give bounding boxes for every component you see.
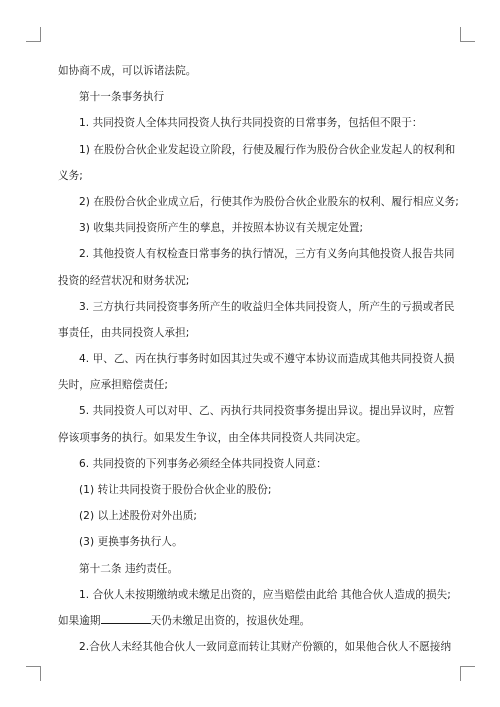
document-line: (3) 更换事务执行人。	[79, 536, 183, 549]
crop-mark-top-left	[26, 27, 41, 42]
document-line: 事责任，由共同投资人承担;	[58, 326, 190, 339]
fill-in-blank[interactable]	[101, 614, 151, 624]
document-line: 1. 合伙人未按期缴纳或未缴足出资的，应当赔偿由此给 其他合伙人造成的损失;	[79, 588, 451, 601]
overdue-clause-prefix: 如果逾期	[58, 614, 101, 627]
document-line: 2. 其他投资人有权检查日常事务的执行情况，三方有义务向其他投资人报告共同	[79, 248, 455, 261]
crop-mark-bottom-left	[26, 666, 41, 681]
document-line: 义务;	[58, 169, 83, 182]
document-line: 3) 收集共同投资所产生的孳息，并按照本协议有关规定处置;	[79, 222, 364, 235]
document-lines	[58, 58, 459, 608]
document-line: (2) 以上述股份对外出质;	[79, 510, 197, 523]
crop-mark-top-right	[460, 27, 475, 42]
document-line: 3. 三方执行共同投资事务所产生的收益归全体共同投资人，所产生的亏损或者民	[79, 300, 455, 313]
document-line: (1) 转让共同投资于股份合伙企业的股份;	[79, 484, 272, 496]
document-line: 如协商不成，可以诉诸法院。	[58, 65, 197, 77]
document-line: 失时，应承担赔偿责任;	[58, 379, 169, 392]
document-line: 投资的经营状况和财务状况;	[58, 274, 190, 287]
document-line: 第十二条 违约责任。	[79, 562, 179, 575]
document-line: 1) 在股份合伙企业发起设立阶段，行使及履行作为股份合伙企业发起人的权利和	[79, 143, 456, 156]
overdue-clause-line	[58, 608, 448, 634]
document-line: 停该项事务的执行。如果发生争议，由全体共同投资人共同决定。	[58, 431, 367, 444]
document-line: 5. 共同投资人可以对甲、乙、丙执行共同投资事务提出异议。提出异议时，应暂	[79, 405, 455, 418]
overdue-clause-suffix: 天仍未缴足出资的，按退伙处理。	[150, 614, 311, 627]
document-line: 1. 共同投资人全体共同投资人执行共同投资的日常事务，包括但不限于：	[79, 117, 423, 130]
document-body	[58, 58, 459, 660]
crop-mark-bottom-right	[460, 666, 475, 681]
document-line: 4. 甲、乙、丙在执行事务时如因其过失或不遵守本协议而造成其他共同投资人损	[79, 353, 455, 366]
document-line: 6. 共同投资的下列事务必须经全体共同投资人同意：	[79, 457, 327, 470]
transfer-clause-line: 2.合伙人未经其他合伙人一致同意而转让其财产份额的，如果他合伙人不愿接纳	[79, 641, 452, 654]
document-line: 2) 在股份合伙企业成立后，行使其作为股份合伙企业股东的权利、履行相应义务;	[79, 195, 459, 208]
document-line: 第十一条事务执行	[79, 91, 165, 104]
